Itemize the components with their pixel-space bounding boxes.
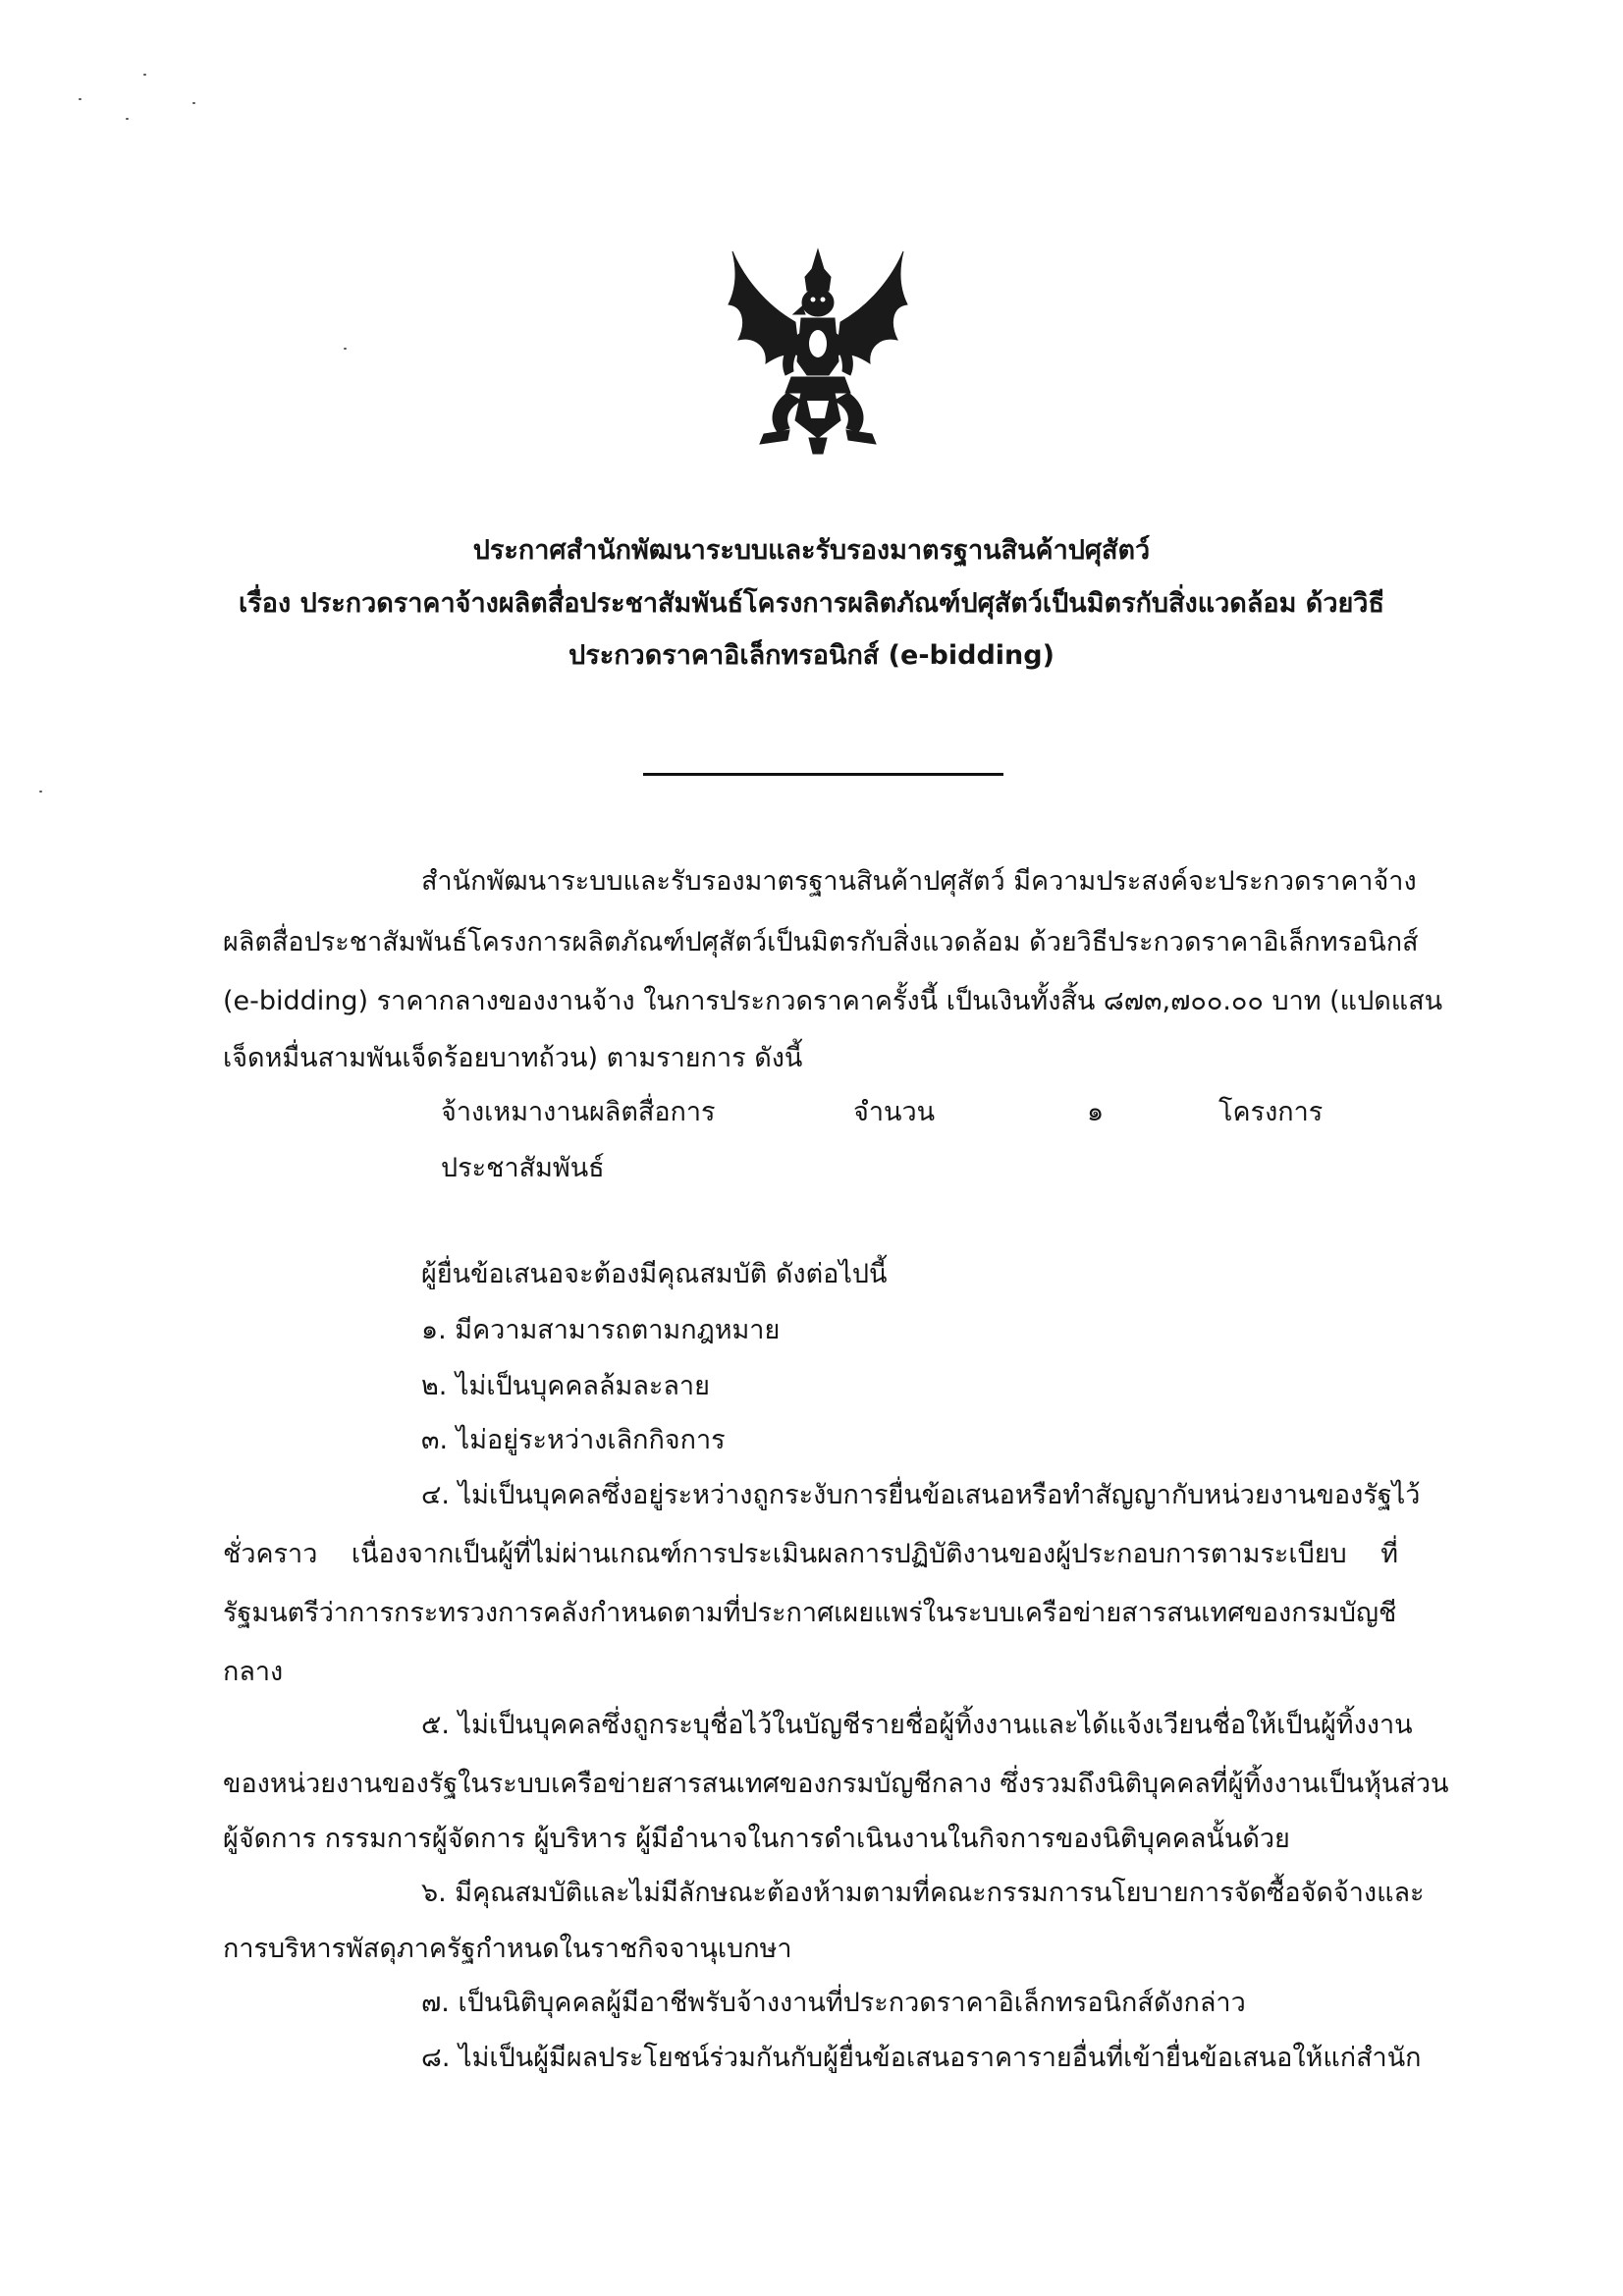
qualification-item: ๑. มีความสามารถตามกฎหมาย	[421, 1315, 781, 1345]
qualification-item-cont: รัฐมนตรีว่าการกระทรวงการคลังกำหนดตามที่ประกาศเผยแพร่ในระบบเครือข่ายสารสนเทศของกรมบัญชี	[223, 1598, 1397, 1628]
intro-line: สำนักพัฒนาระบบและรับรองมาตรฐานสินค้าปศุสัตว์ มีความประสงค์จะประกวดราคาจ้าง	[421, 866, 1417, 897]
intro-line: (e-bidding) ราคากลางของงานจ้าง ในการประกวดราคาครั้งนี้ เป็นเงินทั้งสิ้น ๘๗๓,๗๐๐.๐๐ บาท (แปดแสน	[223, 986, 1443, 1016]
qualification-item: ๖. มีคุณสมบัติและไม่มีลักษณะต้องห้ามตามที่คณะกรรมการนโยบายการจัดซื้อจัดจ้างและ	[421, 1878, 1425, 1908]
qualification-item: ๗. เป็นนิติบุคคลผู้มีอาชีพรับจ้างงานที่ประกวดราคาอิเล็กทรอนิกส์ดังกล่าว	[421, 1988, 1246, 2018]
qualification-item-cont: กลาง	[223, 1657, 284, 1687]
item-qty-label: จำนวน	[853, 1097, 936, 1127]
scan-speck	[126, 118, 129, 120]
scan-speck	[143, 74, 146, 76]
scan-speck	[39, 791, 42, 793]
qualification-item: ๔. ไม่เป็นบุคคลซึ่งอยู่ระหว่างถูกระงับการยื่นข้อเสนอหรือทำสัญญากับหน่วยงานของรัฐไว้	[421, 1480, 1421, 1510]
item-qty: ๑	[1087, 1097, 1105, 1127]
scan-speck	[344, 348, 347, 350]
qualification-item: ๓. ไม่อยู่ระหว่างเลิกกิจการ	[421, 1425, 726, 1455]
title-divider	[643, 773, 1003, 776]
scan-speck	[79, 98, 81, 100]
garuda-emblem-icon	[725, 246, 911, 457]
qualification-item-cont: ผู้จัดการ กรรมการผู้จัดการ ผู้บริหาร ผู้มีอำนาจในการดำเนินงานในกิจการของนิติบุคคลนั้นด้วย	[223, 1824, 1290, 1854]
qualification-item-cont: การบริหารพัสดุภาครัฐกำหนดในราชกิจจานุเบกษา	[223, 1934, 792, 1964]
notice-subject-line2: ประกวดราคาอิเล็กทรอนิกส์ (e-bidding)	[568, 640, 1055, 671]
scan-speck	[192, 102, 195, 104]
item-unit: โครงการ	[1218, 1097, 1324, 1127]
qualifications-heading: ผู้ยื่นข้อเสนอจะต้องมีคุณสมบัติ ดังต่อไปนี้	[421, 1259, 888, 1289]
notice-subject-line1: เรื่อง ประกวดราคาจ้างผลิตสื่อประชาสัมพันธ์โครงการผลิตภัณฑ์ปศุสัตว์เป็นมิตรกับสิ่งแวดล้อม ด้วยวิธี	[239, 588, 1384, 619]
qualification-item-cont: ชั่วคราว เนื่องจากเป็นผู้ที่ไม่ผ่านเกณฑ์การประเมินผลการปฏิบัติงานของผู้ประกอบการตามระเบียบ ที่	[223, 1539, 1398, 1569]
item-name-cont: ประชาสัมพันธ์	[441, 1153, 605, 1183]
item-name: จ้างเหมางานผลิตสื่อการ	[441, 1097, 716, 1127]
intro-line: เจ็ดหมื่นสามพันเจ็ดร้อยบาทถ้วน) ตามรายการ ดังนี้	[223, 1043, 803, 1073]
notice-title: ประกาศสำนักพัฒนาระบบและรับรองมาตรฐานสินค้าปศุสัตว์	[472, 535, 1151, 566]
qualification-item: ๒. ไม่เป็นบุคคลล้มละลาย	[421, 1371, 710, 1401]
qualification-item-cont: ของหน่วยงานของรัฐในระบบเครือข่ายสารสนเทศของกรมบัญชีกลาง ซึ่งรวมถึงนิติบุคคลที่ผู้ทิ้งงานเป็นหุ้นส่วน	[223, 1769, 1449, 1799]
qualification-item: ๘. ไม่เป็นผู้มีผลประโยชน์ร่วมกันกับผู้ยื่นข้อเสนอราคารายอื่นที่เข้ายื่นข้อเสนอให้แก่สำนัก	[421, 2043, 1422, 2073]
intro-line: ผลิตสื่อประชาสัมพันธ์โครงการผลิตภัณฑ์ปศุสัตว์เป็นมิตรกับสิ่งแวดล้อม ด้วยวิธีประกวดราคาอิเล็กทรอนิกส์	[223, 927, 1419, 957]
qualification-item: ๕. ไม่เป็นบุคคลซึ่งถูกระบุชื่อไว้ในบัญชีรายชื่อผู้ทิ้งงานและได้แจ้งเวียนชื่อให้เป็นผู้ทิ้งงาน	[421, 1710, 1413, 1740]
